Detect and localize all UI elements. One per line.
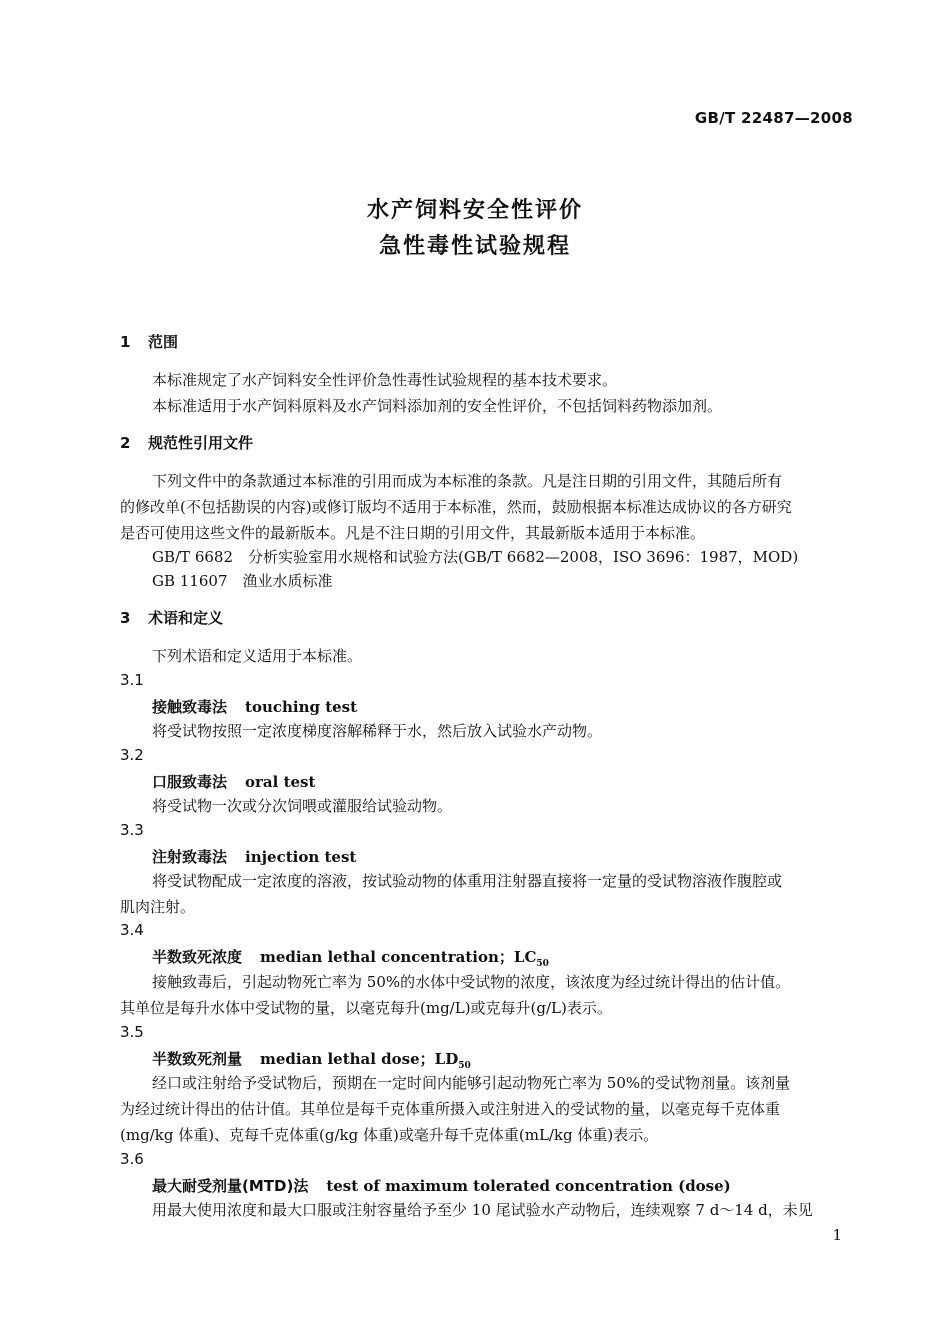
section-2-heading [120, 432, 253, 453]
term-en [260, 1050, 471, 1071]
term-zh: 半数致死浓度 [152, 948, 243, 966]
term-definition: 肌肉注射。 [120, 898, 196, 916]
term-zh: 口服致毒法 [152, 773, 228, 791]
term-zh: 半数致死剂量 [152, 1050, 243, 1068]
term-en-subscript: 50 [536, 959, 549, 969]
term-heading [152, 946, 549, 969]
term-en-text: median lethal concentration；LC [260, 948, 537, 966]
document-title-line2: 急性毒性试验规程 [378, 234, 571, 259]
subclause-number: 3.6 [120, 1150, 144, 1168]
section-3-heading [120, 607, 223, 628]
section-title: 术语和定义 [148, 609, 224, 627]
paragraph: 是否可使用这些文件的最新版本。凡是不注日期的引用文件，其最新版本适用于本标准。 [120, 524, 706, 542]
subclause-number: 3.2 [120, 746, 144, 764]
section-number: 3 [120, 609, 131, 627]
term-heading [152, 771, 315, 792]
term-definition: 接触致毒后，引起动物死亡率为 50%的水体中受试物的浓度，该浓度为经过统计得出的估计值。 [152, 973, 791, 991]
term-zh: 最大耐受剂量(MTD)法 [152, 1177, 309, 1195]
normative-reference: GB 11607 渔业水质标准 [152, 572, 333, 590]
paragraph: 的修改单(不包括勘误的内容)或修订版均不适用于本标准，然而，鼓励根据本标准达成协议的各方研究 [120, 498, 792, 516]
term-zh: 注射致毒法 [152, 848, 228, 866]
subclause-number: 3.1 [120, 671, 144, 689]
standard-number: GB/T 22487—2008 [694, 109, 853, 127]
term-heading [152, 696, 357, 717]
paragraph: 下列文件中的条款通过本标准的引用而成为本标准的条款。凡是注日期的引用文件，其随后所有 [152, 472, 783, 490]
section-number: 1 [120, 333, 131, 351]
term-en: injection test [245, 848, 357, 866]
paragraph: 下列术语和定义适用于本标准。 [152, 647, 363, 665]
document-title-line1: 水产饲料安全性评价 [366, 198, 583, 223]
paragraph: 本标准规定了水产饲料安全性评价急性毒性试验规程的基本技术要求。 [152, 371, 618, 389]
normative-reference: GB/T 6682 分析实验室用水规格和试验方法(GB/T 6682—2008，ISO 3696：1987，MOD) [152, 548, 799, 566]
term-definition: 将受试物配成一定浓度的溶液，按试验动物的体重用注射器直接将一定量的受试物溶液作腹腔或 [152, 872, 783, 890]
section-number: 2 [120, 434, 131, 452]
term-zh: 接触致毒法 [152, 698, 228, 716]
subclause-number: 3.4 [120, 921, 144, 939]
term-en: touching test [245, 698, 358, 716]
section-title: 范围 [148, 333, 179, 351]
section-title: 规范性引用文件 [148, 434, 254, 452]
term-definition: 其单位是每升水体中受试物的量，以毫克每升(mg/L)或克每升(g/L)表示。 [120, 999, 612, 1017]
term-heading [152, 1175, 731, 1196]
section-1-heading [120, 331, 178, 352]
term-en-text: median lethal dose；LD [260, 1050, 459, 1068]
subclause-number: 3.5 [120, 1023, 144, 1041]
term-en: test of maximum tolerated concentration (dose) [326, 1177, 731, 1195]
term-definition: 为经过统计得出的估计值。其单位是每千克体重所摄入或注射进入的受试物的量，以毫克每千克体重 [120, 1100, 781, 1118]
page-number: 1 [832, 1226, 842, 1244]
term-definition: 将受试物按照一定浓度梯度溶解稀释于水，然后放入试验水产动物。 [152, 722, 603, 740]
term-definition: 用最大使用浓度和最大口服或注射容量给予至少 10 尾试验水产动物后，连续观察 7 d～14 d，未见 [152, 1201, 813, 1219]
paragraph: 本标准适用于水产饲料原料及水产饲料添加剂的安全性评价，不包括饲料药物添加剂。 [152, 397, 723, 415]
term-en: oral test [245, 773, 316, 791]
term-definition: 经口或注射给予受试物后，预期在一定时间内能够引起动物死亡率为 50%的受试物剂量。该剂量 [152, 1074, 791, 1092]
subclause-number: 3.3 [120, 821, 144, 839]
term-heading [152, 1048, 471, 1071]
term-definition: (mg/kg 体重)、克每千克体重(g/kg 体重)或毫升每千克体重(mL/kg 体重)表示。 [120, 1126, 659, 1144]
term-en-subscript: 50 [458, 1061, 471, 1071]
term-en [260, 948, 549, 969]
term-heading [152, 846, 356, 867]
term-definition: 将受试物一次或分次饲喂或灌服给试验动物。 [152, 797, 453, 815]
